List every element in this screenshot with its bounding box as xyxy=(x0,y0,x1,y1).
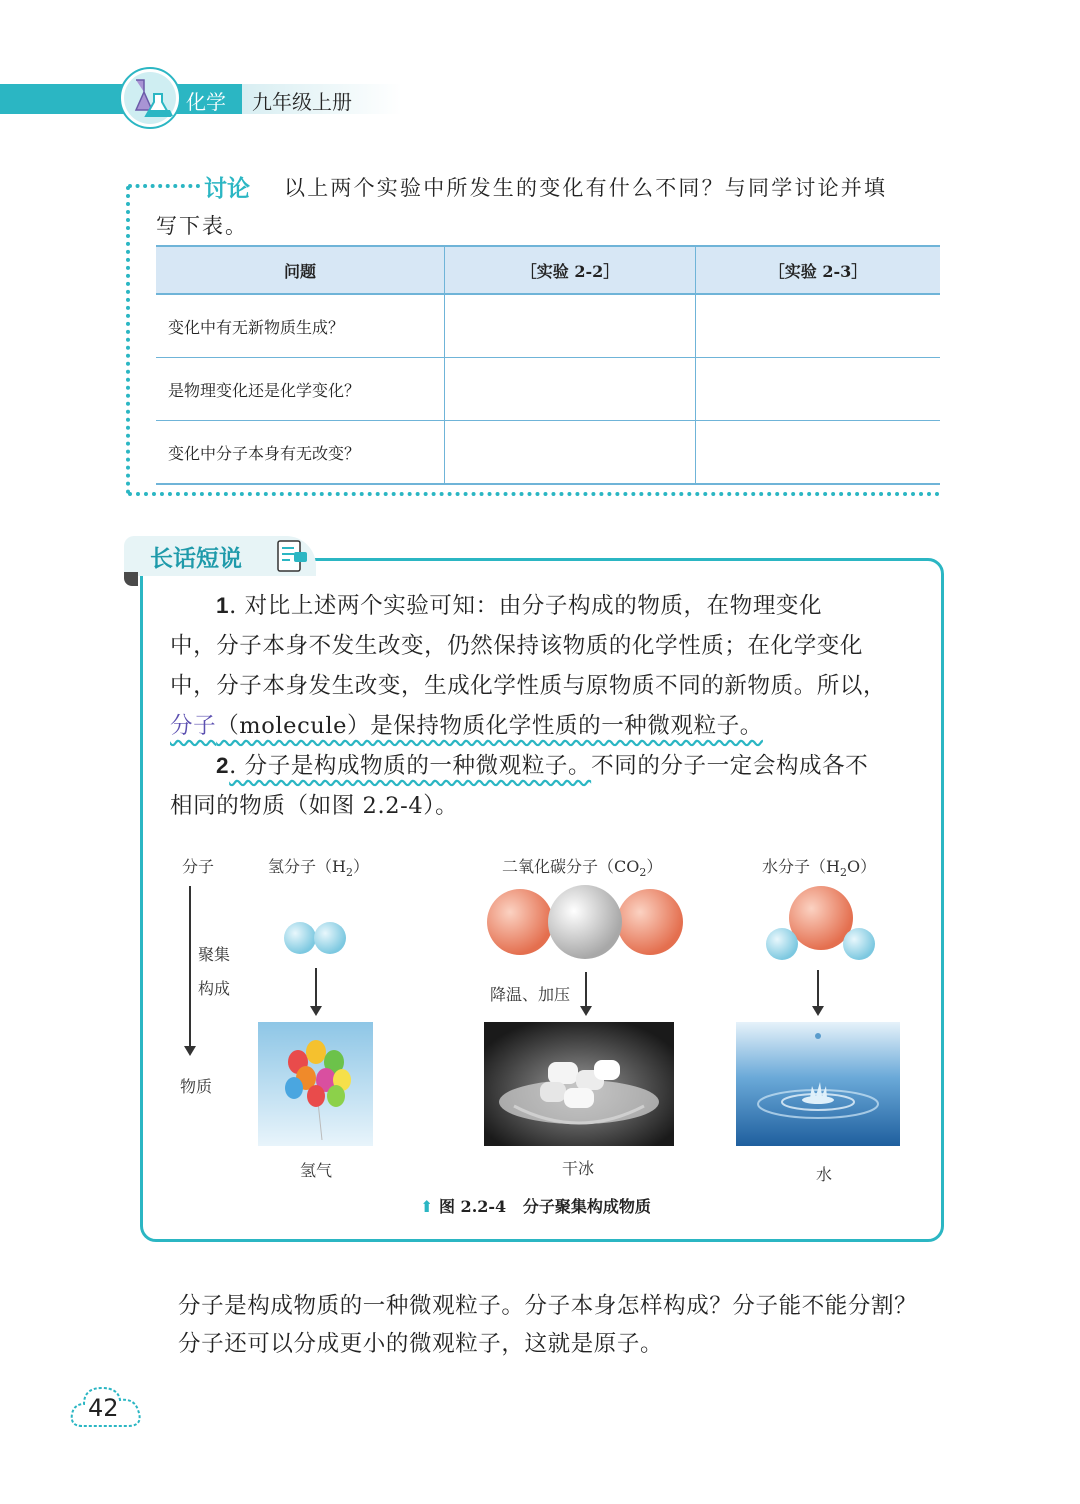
table-header-question: 问题 xyxy=(156,246,445,294)
p1-number: 1 xyxy=(216,593,230,618)
summary-p1-line1 xyxy=(170,586,822,626)
summary-p1-line4 xyxy=(170,706,763,746)
notebook-icon xyxy=(274,538,310,574)
discussion-border-top xyxy=(128,184,200,188)
p1-text: . 对比上述两个实验可知：由分子构成的物质，在物理变化 xyxy=(229,593,823,619)
dry-ice-photo xyxy=(484,1022,674,1146)
keyword-molecule: 分子 xyxy=(170,713,217,739)
summary-p1-line2: 中，分子本身不发生改变，仍然保持该物质的化学性质；在化学变化 xyxy=(170,633,864,659)
summary-tab-corner xyxy=(124,572,138,586)
caption-text: 分子聚集构成物质 xyxy=(522,1197,651,1216)
axis-aggregate-label: 聚集 xyxy=(198,945,231,964)
summary-p1-line3: 中，分子本身发生改变，生成化学性质与原物质不同的新物质。所以， xyxy=(170,673,887,699)
header-book-title: 九年级上册 xyxy=(252,90,352,114)
water-photo xyxy=(736,1022,900,1146)
table-row xyxy=(156,421,940,485)
axis-form-label: 构成 xyxy=(198,979,231,998)
h2-molecule-model xyxy=(282,918,350,958)
co2-molecule-label: 二氧化碳分子$(CO_2)$ xyxy=(502,857,663,880)
axis-substance-label: 物质 xyxy=(180,1077,213,1096)
h2o-arrow-head-icon xyxy=(812,1006,824,1016)
table-row xyxy=(156,358,940,421)
caption-number: 图 2.2-4 xyxy=(438,1197,507,1216)
axis-molecule-label: 分子 xyxy=(182,857,215,876)
header-subject: 化学 xyxy=(186,90,226,114)
body-text-line2: 分子还可以分成更小的微观粒子，这就是原子。 xyxy=(178,1331,664,1357)
table-cell-question: 变化中分子本身有无改变？ xyxy=(156,421,445,485)
h2o-molecule-label: 水分子$(H_2O)$ xyxy=(762,857,877,880)
discussion-label: 讨论 xyxy=(204,176,250,202)
table-header-exp-2-3: ［实验 2-3］ xyxy=(696,246,941,294)
up-arrow-icon: ⬆ xyxy=(420,1197,434,1216)
discussion-border-left xyxy=(126,186,130,494)
table-cell-answer[interactable] xyxy=(445,421,696,485)
co2-arrow-head-icon xyxy=(580,1006,592,1016)
p2-underlined: . 分子是构成物质的一种微观粒子。 xyxy=(229,753,592,779)
hydrogen-gas-label: 氢气 xyxy=(300,1161,333,1180)
axis-arrow-head-icon xyxy=(184,1046,196,1056)
table-row xyxy=(156,294,940,358)
dry-ice-label: 干冰 xyxy=(562,1159,595,1178)
table-cell-answer[interactable] xyxy=(696,421,941,485)
co2-process-label: 降温、加压 xyxy=(490,985,571,1004)
table-cell-question: 是物理变化还是化学变化？ xyxy=(156,358,445,421)
definition-underline xyxy=(170,713,763,739)
definition-text: （molecule）是保持物质化学性质的一种微观粒子。 xyxy=(216,713,763,739)
table-header-row xyxy=(156,246,940,294)
discussion-text-line1: 以上两个实验中所发生的变化有什么不同？与同学讨论并填 xyxy=(284,176,888,200)
discussion-table xyxy=(156,245,940,485)
table-cell-answer[interactable] xyxy=(696,294,941,358)
discussion-border-bottom xyxy=(128,492,940,496)
p2-rest: 不同的分子一定会构成各不 xyxy=(591,753,869,779)
balloons-photo xyxy=(258,1022,373,1146)
axis-arrow-line xyxy=(189,886,191,1046)
table-header-exp-2-2: ［实验 2-2］ xyxy=(445,246,696,294)
summary-p2-line1 xyxy=(170,746,868,786)
h2-down-arrow xyxy=(315,968,317,1008)
co2-down-arrow xyxy=(585,972,587,1008)
body-text-line1: 分子是构成物质的一种微观粒子。分子本身怎样构成？分子能不能分割？ xyxy=(178,1293,918,1319)
h2o-down-arrow xyxy=(817,970,819,1008)
table-cell-question: 变化中有无新物质生成？ xyxy=(156,294,445,358)
table-cell-answer[interactable] xyxy=(445,358,696,421)
water-label: 水 xyxy=(816,1165,833,1184)
p2-number: 2 xyxy=(216,753,230,778)
table-cell-answer[interactable] xyxy=(445,294,696,358)
h2o-molecule-model xyxy=(762,884,880,964)
flask-logo-icon xyxy=(118,66,182,130)
summary-title: 长话短说 xyxy=(150,546,242,572)
page-number: 42 xyxy=(88,1394,119,1422)
h2-molecule-label: 氢分子$(H_2)$ xyxy=(268,857,369,880)
table-cell-answer[interactable] xyxy=(696,358,941,421)
discussion-text-line2: 写下表。 xyxy=(156,214,248,238)
co2-molecule-model xyxy=(486,884,684,960)
figure-caption xyxy=(420,1194,651,1217)
summary-p2-line2: 相同的物质（如图 2.2-4）。 xyxy=(170,793,459,819)
h2-arrow-head-icon xyxy=(310,1006,322,1016)
